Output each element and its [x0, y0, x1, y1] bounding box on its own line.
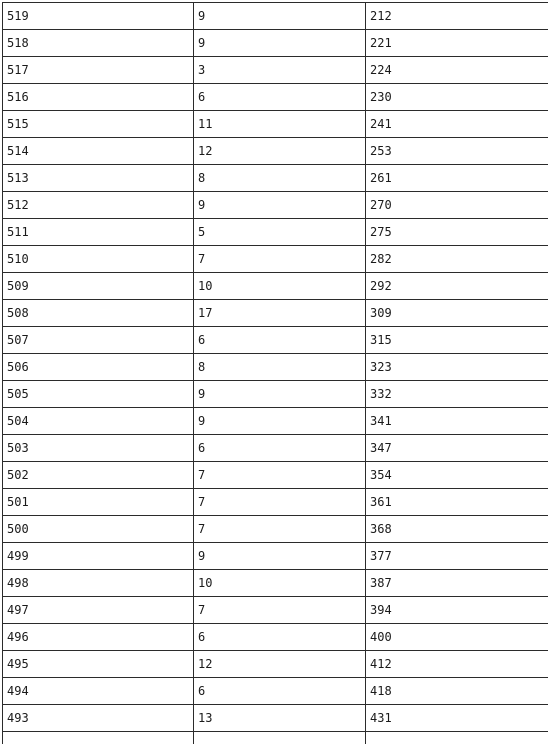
table-cell: 7: [194, 516, 366, 543]
table-cell: 3: [194, 57, 366, 84]
data-table: [2, 2, 548, 744]
table-cell: 347: [366, 435, 549, 462]
table-cell: 9: [194, 30, 366, 57]
table-cell: 9: [194, 543, 366, 570]
table-cell: 10: [194, 570, 366, 597]
table-cell: 9: [194, 381, 366, 408]
table-cell: 431: [366, 705, 549, 732]
table-body: [3, 3, 549, 744]
table-cell: 17: [194, 300, 366, 327]
table-cell: 292: [366, 273, 549, 300]
table-cell: [3, 732, 194, 744]
table-cell: 400: [366, 624, 549, 651]
table-cell: 511: [3, 219, 194, 246]
table-cell: 368: [366, 516, 549, 543]
table-row: [3, 597, 549, 624]
table-row: [3, 570, 549, 597]
table-cell: 505: [3, 381, 194, 408]
table-cell: 512: [3, 192, 194, 219]
table-cell: 519: [3, 3, 194, 30]
table-row: [3, 354, 549, 381]
table-cell: 418: [366, 678, 549, 705]
table-cell: 9: [194, 192, 366, 219]
table-cell: 508: [3, 300, 194, 327]
table-cell: 496: [3, 624, 194, 651]
table-cell: 6: [194, 678, 366, 705]
table-cell: 495: [3, 651, 194, 678]
table-cell: 509: [3, 273, 194, 300]
table-cell: 212: [366, 3, 549, 30]
table-cell: 514: [3, 138, 194, 165]
table-row: [3, 3, 549, 30]
table-row: [3, 327, 549, 354]
table-cell: 261: [366, 165, 549, 192]
table-row: [3, 84, 549, 111]
table-cell: 8: [194, 165, 366, 192]
table-cell: 6: [194, 435, 366, 462]
table-cell: 361: [366, 489, 549, 516]
table-row: [3, 381, 549, 408]
table-row: [3, 705, 549, 732]
table-cell: 315: [366, 327, 549, 354]
table-row: [3, 516, 549, 543]
table-cell: 323: [366, 354, 549, 381]
table-cell: 354: [366, 462, 549, 489]
table-cell: 8: [194, 354, 366, 381]
table-cell: 253: [366, 138, 549, 165]
table-cell: 7: [194, 462, 366, 489]
table-cell: 11: [194, 111, 366, 138]
table-cell: 377: [366, 543, 549, 570]
table-row: [3, 435, 549, 462]
table-cell: 7: [194, 597, 366, 624]
table-row: [3, 408, 549, 435]
table-cell: 9: [194, 408, 366, 435]
table-cell: 501: [3, 489, 194, 516]
table-cell: 518: [3, 30, 194, 57]
table-cell: 502: [3, 462, 194, 489]
table-cell: 224: [366, 57, 549, 84]
table-row: [3, 57, 549, 84]
table-row: [3, 246, 549, 273]
table-cell: 275: [366, 219, 549, 246]
table-cell: 7: [194, 246, 366, 273]
table-cell: 497: [3, 597, 194, 624]
table-row: [3, 111, 549, 138]
table-row: [3, 273, 549, 300]
table-cell: 9: [194, 3, 366, 30]
table-cell: 13: [194, 705, 366, 732]
table-cell: 500: [3, 516, 194, 543]
table-cell: 506: [3, 354, 194, 381]
table-cell: 12: [194, 138, 366, 165]
table-cell: 507: [3, 327, 194, 354]
table-cell: 516: [3, 84, 194, 111]
table-cell: 517: [3, 57, 194, 84]
table-row: [3, 462, 549, 489]
table-row: [3, 651, 549, 678]
table-cell: 10: [194, 273, 366, 300]
table-cell: [366, 732, 549, 744]
table-cell: 387: [366, 570, 549, 597]
table-cell: 515: [3, 111, 194, 138]
table-cell: 493: [3, 705, 194, 732]
table-cell: 394: [366, 597, 549, 624]
table-row: [3, 732, 549, 744]
table-row: [3, 165, 549, 192]
table-cell: 503: [3, 435, 194, 462]
table-cell: 494: [3, 678, 194, 705]
table-cell: [194, 732, 366, 744]
table-cell: 270: [366, 192, 549, 219]
table-cell: 309: [366, 300, 549, 327]
table-cell: 341: [366, 408, 549, 435]
table-cell: 6: [194, 624, 366, 651]
table-row: [3, 300, 549, 327]
table-cell: 6: [194, 84, 366, 111]
table-cell: 241: [366, 111, 549, 138]
table-row: [3, 138, 549, 165]
data-table-container: [2, 2, 548, 744]
table-cell: 230: [366, 84, 549, 111]
table-row: [3, 219, 549, 246]
table-cell: 6: [194, 327, 366, 354]
table-cell: 221: [366, 30, 549, 57]
table-cell: 282: [366, 246, 549, 273]
table-cell: 499: [3, 543, 194, 570]
table-cell: 7: [194, 489, 366, 516]
table-row: [3, 678, 549, 705]
table-cell: 412: [366, 651, 549, 678]
table-cell: 498: [3, 570, 194, 597]
table-cell: 5: [194, 219, 366, 246]
table-cell: 513: [3, 165, 194, 192]
table-row: [3, 489, 549, 516]
table-row: [3, 192, 549, 219]
table-cell: 510: [3, 246, 194, 273]
table-cell: 504: [3, 408, 194, 435]
table-row: [3, 30, 549, 57]
table-row: [3, 543, 549, 570]
table-row: [3, 624, 549, 651]
table-cell: 12: [194, 651, 366, 678]
table-cell: 332: [366, 381, 549, 408]
